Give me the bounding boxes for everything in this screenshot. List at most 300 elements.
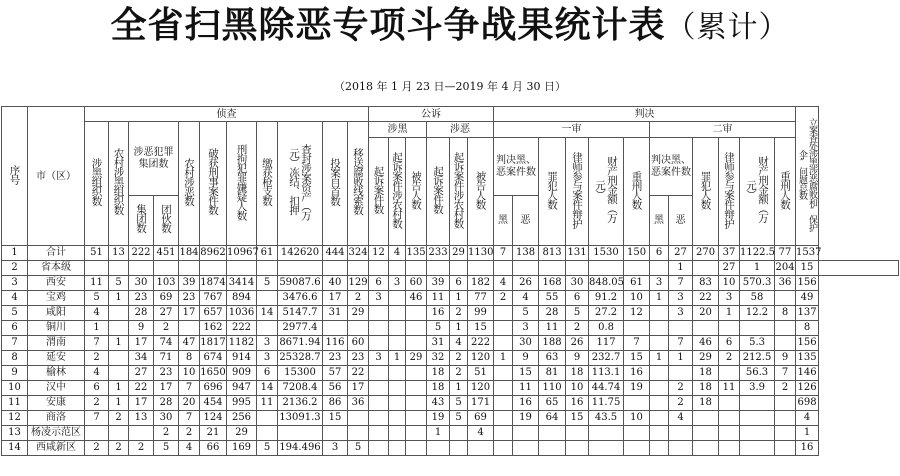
table-cell: 696 [200, 381, 227, 396]
table-cell: 23 [323, 351, 348, 366]
table-cell: 1130 [468, 246, 494, 261]
table-cell: 11 [719, 381, 740, 396]
table-cell [257, 291, 278, 306]
table-cell [494, 381, 513, 396]
table-cell: 848.05 [589, 276, 624, 291]
table-cell: 28 [129, 306, 154, 321]
table-cell: 2 [109, 441, 129, 456]
header-shehei: 涉黑组织数 [85, 122, 109, 246]
table-cell [369, 381, 389, 396]
table-cell: 120 [468, 381, 494, 396]
table-cell [650, 396, 669, 411]
table-cell [406, 306, 427, 321]
table-cell: 2 [450, 366, 468, 381]
table-cell [85, 261, 109, 276]
table-cell: 2 [719, 351, 740, 366]
table-cell [389, 291, 406, 306]
table-cell [154, 261, 179, 276]
table-cell [179, 321, 200, 336]
table-cell: 15300 [278, 366, 323, 381]
table-cell: 674 [200, 351, 227, 366]
table-cell: 61 [257, 246, 278, 261]
table-cell: 2 [179, 426, 200, 441]
table-row [2, 396, 899, 411]
row-city: 西咸新区 [28, 441, 85, 456]
row-number: 4 [2, 291, 28, 306]
title-sub: （累计） [665, 10, 790, 45]
table-row [2, 291, 899, 306]
header-qisu-nc1: 起诉案件涉农村数 [389, 138, 406, 246]
table-cell: 9 [775, 351, 796, 366]
table-cell: 7 [624, 336, 650, 351]
row-city: 商洛 [28, 411, 85, 426]
table-cell [775, 396, 796, 411]
table-cell [323, 321, 348, 336]
header-panjue: 判决 [494, 107, 796, 122]
table-cell: 26 [566, 336, 589, 351]
table-cell [719, 366, 740, 381]
row-number: 6 [2, 321, 28, 336]
table-cell [513, 441, 539, 456]
table-cell: 27 [154, 306, 179, 321]
title-main: 全省扫黑除恶专项斗争战果统计表 [110, 5, 666, 46]
table-cell: 10 [719, 276, 740, 291]
table-cell [650, 441, 669, 456]
table-cell: 44.74 [589, 381, 624, 396]
table-cell: 77 [775, 246, 796, 261]
table-cell [513, 426, 539, 441]
table-cell [494, 426, 513, 441]
table-cell: 29 [227, 426, 257, 441]
table-cell: 995 [227, 396, 257, 411]
table-cell: 11 [539, 321, 566, 336]
table-cell: 5 [513, 306, 539, 321]
table-cell: 46 [406, 291, 427, 306]
table-cell: 1537 [796, 246, 819, 261]
table-cell [624, 321, 650, 336]
table-cell: 17 [179, 306, 200, 321]
table-cell [389, 426, 406, 441]
table-cell: 914 [227, 351, 257, 366]
table-cell: 19 [513, 411, 539, 426]
table-cell: 1 [109, 291, 129, 306]
table-cell: 7 [179, 381, 200, 396]
table-cell: 77 [468, 291, 494, 306]
row-city: 铜川 [28, 321, 85, 336]
table-cell: 1122.5 [740, 246, 775, 261]
table-cell [323, 261, 348, 276]
row-number: 3 [2, 276, 28, 291]
table-cell: 222 [227, 321, 257, 336]
table-cell: 36 [775, 276, 796, 291]
header-hei2: 黑 [650, 196, 669, 246]
header-lvshi2: 律师参与案件辩护 [719, 138, 740, 246]
row-city: 省本级 [28, 261, 85, 276]
table-cell [369, 336, 389, 351]
table-cell [624, 396, 650, 411]
table-cell: 58 [740, 291, 775, 306]
header-ershen: 二审 [650, 122, 796, 138]
table-cell: 16 [566, 396, 589, 411]
table-cell [650, 426, 669, 441]
table-cell [719, 411, 740, 426]
table-cell: 5 [427, 321, 450, 336]
table-cell: 65 [539, 396, 566, 411]
table-cell: 36 [348, 396, 369, 411]
table-cell: 15 [566, 411, 589, 426]
table-cell: 7 [669, 276, 693, 291]
table-cell: 15 [624, 351, 650, 366]
table-cell: 69 [154, 291, 179, 306]
table-cell: 2977.4 [278, 321, 323, 336]
table-cell: 1 [669, 261, 693, 276]
row-city: 咸阳 [28, 306, 85, 321]
table-row [2, 306, 899, 321]
table-cell: 28 [539, 306, 566, 321]
table-cell: 1 [796, 426, 819, 441]
table-cell: 2 [85, 351, 109, 366]
header-zuifan1: 罪犯人数 [539, 138, 566, 246]
table-cell [669, 441, 693, 456]
table-cell [369, 366, 389, 381]
row-number: 12 [2, 411, 28, 426]
table-cell: 184 [179, 246, 200, 261]
table-cell: 31 [427, 336, 450, 351]
table-cell [257, 261, 278, 276]
table-cell [650, 306, 669, 321]
row-number: 14 [2, 441, 28, 456]
table-cell [200, 261, 227, 276]
table-cell: 1 [450, 381, 468, 396]
table-cell: 129 [348, 276, 369, 291]
table-cell: 188 [539, 336, 566, 351]
table-cell: 698 [796, 396, 819, 411]
table-cell: 10 [624, 291, 650, 306]
header-qisu-nc2: 起诉案件涉农村数 [450, 138, 468, 246]
table-cell: 3 [719, 291, 740, 306]
header-sn: 序号 [2, 107, 28, 246]
table-cell: 4 [450, 336, 468, 351]
table-cell [494, 366, 513, 381]
header-pan1: 判决黑、恶案件数 [494, 138, 539, 196]
table-cell [406, 381, 427, 396]
header-qisu2: 起诉案件数 [427, 138, 450, 246]
table-row [2, 411, 899, 426]
header-chafeng: 查封涉案资产（万元）冻结、扣押 [278, 122, 323, 246]
table-cell: 25328.7 [278, 351, 323, 366]
table-cell [719, 396, 740, 411]
table-cell: 4 [468, 426, 494, 441]
row-number: 2 [2, 261, 28, 276]
table-cell: 570.3 [740, 276, 775, 291]
table-cell: 5147.7 [278, 306, 323, 321]
table-cell: 451 [154, 246, 179, 261]
table-cell [348, 411, 369, 426]
table-cell: 142620 [278, 246, 323, 261]
table-cell: 7 [669, 336, 693, 351]
table-row [2, 351, 899, 366]
table-cell: 171 [468, 396, 494, 411]
table-cell [650, 366, 669, 381]
table-cell [369, 261, 389, 276]
table-cell: 135 [796, 351, 819, 366]
table-cell: 71 [154, 351, 179, 366]
table-cell: 28 [154, 396, 179, 411]
table-cell: 3 [369, 351, 389, 366]
table-cell: 9 [566, 351, 589, 366]
row-number: 5 [2, 306, 28, 321]
table-cell: 212.5 [740, 351, 775, 366]
table-cell: 12 [369, 246, 389, 261]
table-cell: 30 [129, 276, 154, 291]
table-row [2, 381, 899, 396]
table-cell: 156 [796, 276, 819, 291]
header-touan: 投案自首数 [323, 122, 348, 246]
table-cell: 1650 [200, 366, 227, 381]
table-cell: 162 [200, 321, 227, 336]
table-cell [693, 321, 719, 336]
table-cell: 16 [427, 306, 450, 321]
table-cell: 232.7 [589, 351, 624, 366]
table-cell [109, 306, 129, 321]
table-row [2, 441, 899, 456]
table-cell: 8 [796, 321, 819, 336]
table-cell: 30 [154, 411, 179, 426]
table-cell [109, 321, 129, 336]
table-cell [109, 351, 129, 366]
table-cell: 7 [85, 411, 109, 426]
table-cell: 233 [427, 246, 450, 261]
table-cell: 6 [719, 336, 740, 351]
table-cell: 27 [669, 246, 693, 261]
table-cell: 8 [775, 306, 796, 321]
table-cell: 15 [796, 261, 819, 276]
table-row [2, 246, 899, 261]
table-cell: 3 [669, 306, 693, 321]
header-zhongxing2: 重刑人数 [775, 138, 796, 246]
table-cell [669, 366, 693, 381]
table-cell [427, 441, 450, 456]
table-cell [278, 426, 323, 441]
table-cell [389, 381, 406, 396]
row-number: 8 [2, 351, 28, 366]
table-cell: 15 [323, 411, 348, 426]
table-cell [740, 411, 775, 426]
table-cell: 270 [693, 246, 719, 261]
row-city: 榆林 [28, 366, 85, 381]
table-cell: 11.75 [589, 396, 624, 411]
table-cell: 69 [468, 411, 494, 426]
table-cell: 21 [200, 426, 227, 441]
table-cell: 194.496 [278, 441, 323, 456]
table-cell: 0.8 [589, 321, 624, 336]
table-cell [740, 321, 775, 336]
table-cell: 18 [693, 396, 719, 411]
table-cell: 32 [427, 351, 450, 366]
table-cell: 18 [427, 381, 450, 396]
table-cell: 813 [539, 246, 566, 261]
table-cell: 2 [129, 441, 154, 456]
table-cell: 1 [719, 306, 740, 321]
table-cell [775, 411, 796, 426]
table-cell: 18 [693, 381, 719, 396]
header-caichan1: 财产刑金额（万元） [589, 138, 624, 246]
table-cell [468, 441, 494, 456]
table-cell [369, 441, 389, 456]
table-cell [348, 261, 369, 276]
table-cell: 103 [154, 276, 179, 291]
table-cell: 9 [513, 351, 539, 366]
table-cell: 40 [323, 276, 348, 291]
table-cell [624, 441, 650, 456]
table-cell: 51 [85, 246, 109, 261]
table-cell: 9 [129, 321, 154, 336]
table-cell: 2 [85, 396, 109, 411]
table-cell: 1 [669, 351, 693, 366]
table-cell [406, 336, 427, 351]
table-cell [589, 261, 624, 276]
table-cell: 2 [109, 411, 129, 426]
table-cell [389, 321, 406, 336]
table-cell: 56 [323, 381, 348, 396]
row-number: 9 [2, 366, 28, 381]
table-cell [257, 426, 278, 441]
table-row [2, 261, 899, 276]
table-cell [406, 261, 427, 276]
table-cell [257, 411, 278, 426]
table-cell: 5 [348, 441, 369, 456]
header-qisu1: 起诉案件数 [369, 138, 389, 246]
table-cell: 137 [796, 306, 819, 321]
header-g-shee: 涉恶 [427, 122, 494, 138]
table-cell: 99 [468, 306, 494, 321]
table-cell [539, 441, 566, 456]
table-row [2, 366, 899, 381]
table-cell: 10 [566, 381, 589, 396]
table-cell: 20 [179, 396, 200, 411]
table-cell: 168 [539, 276, 566, 291]
table-cell: 63 [539, 351, 566, 366]
header-hei1: 黑 [494, 196, 513, 246]
table-cell: 113.1 [589, 366, 624, 381]
table-cell [179, 261, 200, 276]
table-cell [624, 426, 650, 441]
table-cell: 8962 [200, 246, 227, 261]
table-cell [693, 426, 719, 441]
table-cell [389, 336, 406, 351]
table-cell [109, 261, 129, 276]
table-cell: 182 [468, 276, 494, 291]
table-cell: 18 [566, 366, 589, 381]
table-cell [129, 261, 154, 276]
table-cell: 138 [513, 246, 539, 261]
table-cell: 14 [257, 381, 278, 396]
table-cell: 1530 [589, 246, 624, 261]
table-cell: 2 [348, 291, 369, 306]
header-e2: 恶 [669, 196, 693, 246]
table-cell: 60 [406, 276, 427, 291]
table-cell: 74 [154, 336, 179, 351]
table-cell [494, 396, 513, 411]
header-beigao2: 被告人数 [468, 138, 494, 246]
table-cell: 5 [450, 396, 468, 411]
date-range: （2018 年 1 月 23 日—2019 年 4 月 30 日） [334, 80, 566, 93]
table-cell: 454 [200, 396, 227, 411]
table-cell: 150 [624, 246, 650, 261]
table-cell: 3414 [227, 276, 257, 291]
table-cell: 135 [406, 246, 427, 261]
header-yisong: 移送腐败线索数 [348, 122, 369, 246]
header-jiaohuo: 缴获枪支数 [257, 122, 278, 246]
table-cell [719, 321, 740, 336]
table-cell: 256 [227, 411, 257, 426]
table-cell [389, 366, 406, 381]
row-city: 合计 [28, 246, 85, 261]
table-cell: 1 [109, 381, 129, 396]
table-cell [719, 441, 740, 456]
table-cell: 2 [494, 291, 513, 306]
table-cell [406, 396, 427, 411]
table-cell [406, 426, 427, 441]
table-cell: 3.9 [740, 381, 775, 396]
table-cell: 7 [775, 366, 796, 381]
table-cell [348, 321, 369, 336]
table-cell: 39 [427, 276, 450, 291]
table-cell: 16 [513, 396, 539, 411]
row-number: 7 [2, 336, 28, 351]
header-city: 市（区） [28, 107, 85, 246]
table-cell: 1 [650, 291, 669, 306]
table-cell: 1 [427, 426, 450, 441]
table-cell: 17 [348, 381, 369, 396]
table-cell: 13 [109, 246, 129, 261]
table-cell [819, 261, 899, 276]
table-cell: 117 [589, 336, 624, 351]
table-cell [369, 306, 389, 321]
table-cell [719, 426, 740, 441]
table-cell [624, 261, 650, 276]
table-cell [494, 261, 513, 276]
table-cell: 59087.6 [278, 276, 323, 291]
table-cell: 91.2 [589, 291, 624, 306]
table-cell [775, 321, 796, 336]
table-cell: 146 [796, 366, 819, 381]
table-cell: 22 [129, 381, 154, 396]
table-cell: 5 [450, 411, 468, 426]
table-cell: 13 [129, 411, 154, 426]
table-cell [539, 426, 566, 441]
table-cell [323, 426, 348, 441]
header-nongcun-shee: 农村涉恶数 [179, 122, 200, 246]
table-cell: 5 [154, 441, 179, 456]
header-zhongxing1: 重刑人数 [624, 138, 650, 246]
table-row [2, 426, 899, 441]
table-cell: 116 [323, 336, 348, 351]
table-cell: 29 [693, 351, 719, 366]
table-cell: 1 [109, 396, 129, 411]
table-cell: 7 [85, 336, 109, 351]
table-cell: 11 [427, 291, 450, 306]
row-city: 西安 [28, 276, 85, 291]
table-cell: 17 [129, 396, 154, 411]
table-cell: 6 [566, 291, 589, 306]
table-cell [494, 336, 513, 351]
table-cell: 1 [450, 291, 468, 306]
table-cell: 6 [650, 246, 669, 261]
table-cell: 6 [450, 276, 468, 291]
table-cell: 4 [669, 411, 693, 426]
row-city: 宝鸡 [28, 291, 85, 306]
